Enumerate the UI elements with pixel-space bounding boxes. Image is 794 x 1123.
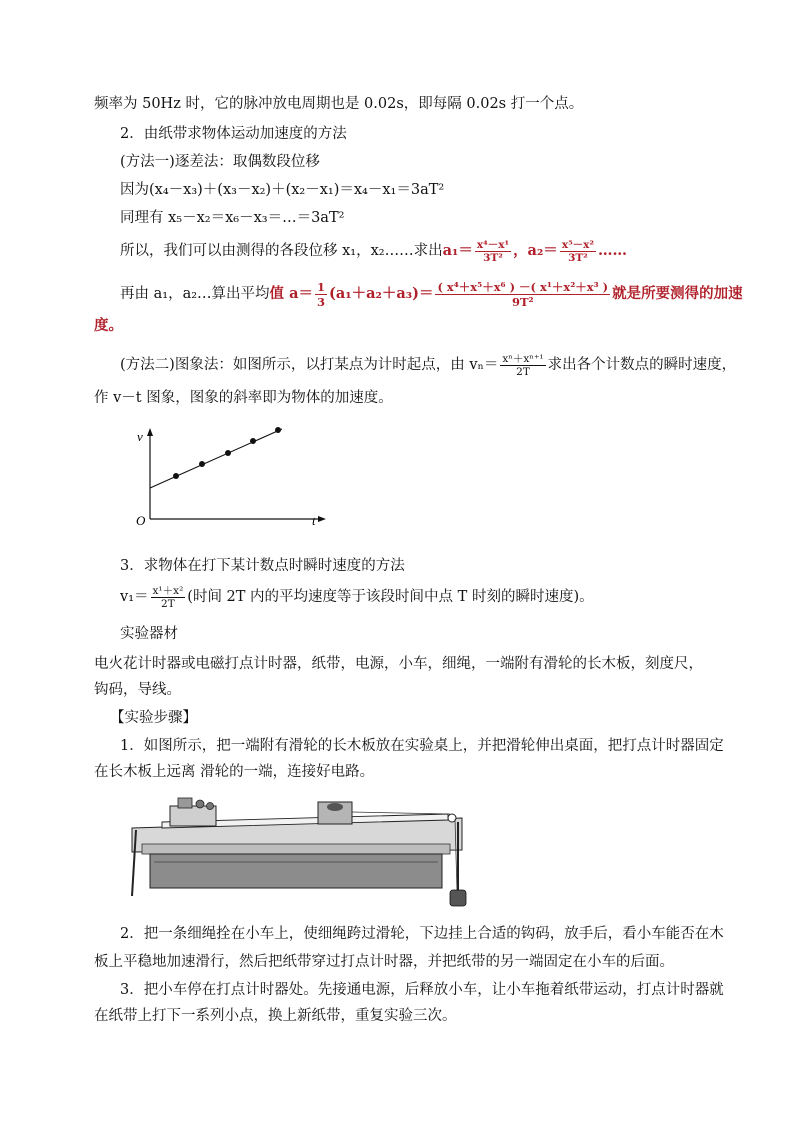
fraction (151, 585, 186, 610)
text-span: 求出各个计数点的瞬时速度， (547, 357, 737, 373)
apparatus-illustration (128, 792, 488, 912)
fraction-numerator: x⁴－x¹ (476, 238, 510, 251)
timer-terminal (196, 800, 204, 808)
text-line: 2．把一条细绳拴在小车上，使细绳跨过滑轮，下边挂上合适的钩码，放手后，看小车能否在木 (120, 926, 724, 942)
timer-part (178, 798, 192, 808)
text-line (120, 350, 736, 380)
origin-label: O (136, 513, 146, 528)
section-heading: 【实验步骤】 (110, 710, 197, 726)
fraction-numerator: ( x⁴＋x⁵＋x⁶ ) －( x¹＋x²＋x³ ) (437, 279, 609, 294)
data-point (225, 450, 231, 456)
section-heading: 3．求物体在打下某计数点时瞬时速度的方法 (120, 558, 405, 574)
text-line: 电火花计时器或电磁打点计时器，纸带，电源，小车，细绳，一端附有滑轮的长木板，刻度尺， (94, 656, 703, 672)
formula-span: ，a₂＝ (513, 242, 558, 259)
formula-span: 值 a＝ (269, 285, 313, 302)
text-line: (方法一)逐差法：取偶数段位移 (120, 154, 320, 170)
timer-terminal (207, 803, 214, 810)
text-span: (时间 2T 内的平均速度等于该段时间中点 T 时刻的瞬时速度)。 (187, 589, 594, 605)
formula-line: 因为(x₄－x₃)＋(x₃－x₂)＋(x₂－x₁)＝x₄－x₁＝3aT² (120, 182, 445, 198)
table-edge (142, 844, 450, 854)
section-heading: 实验器材 (120, 626, 178, 642)
text-line: 在长木板上远离 滑轮的一端，连接好电路。 (94, 764, 375, 780)
text-span: v₁＝ (120, 589, 149, 605)
formula-span: 就是所要测得的加速 (612, 285, 743, 302)
vt-line (150, 429, 282, 488)
fraction (560, 239, 596, 264)
cart-weight (327, 803, 343, 811)
table-front (150, 854, 442, 888)
formula-line: 同理有 x₅－x₂＝x₆－x₃＝…＝3aT² (120, 210, 345, 226)
x-axis-label: t (312, 513, 316, 528)
formula-line (120, 236, 627, 266)
fraction-denominator: 2T (516, 365, 530, 378)
data-point (199, 461, 205, 467)
text-line: 钩码，导线。 (94, 682, 181, 698)
t-axis-arrow (318, 516, 326, 522)
fraction-denominator: 2T (161, 597, 175, 610)
text-line: 3．把小车停在打点计时器处。先接通电源，后释放小车，让小车拖着纸带运动，打点计时器就 (120, 982, 724, 998)
section-heading: 2．由纸带求物体运动加速度的方法 (120, 126, 347, 142)
fraction-numerator: x⁵－x² (561, 238, 595, 251)
formula-line (120, 277, 743, 311)
text-line: 1．如图所示，把一端附有滑轮的长木板放在实验桌上，并把滑轮伸出桌面，把打点计时器固定 (120, 738, 724, 754)
string (352, 812, 450, 814)
text-line: 板上平稳地加速滑行，然后把纸带穿过打点计时器，并把纸带的另一端固定在小车的后面。 (94, 954, 674, 970)
fraction (315, 280, 327, 309)
fraction-denominator: 3T² (483, 251, 503, 264)
fraction-numerator: xⁿ＋xⁿ⁺¹ (502, 352, 544, 365)
fraction (475, 239, 511, 264)
fraction-denominator: 3T² (568, 251, 588, 264)
v-axis-arrow (147, 428, 153, 436)
text-line: 频率为 50Hz 时，它的脉冲放电周期也是 0.02s，即每隔 0.02s 打一个点。 (94, 96, 584, 112)
formula-span: …… (598, 242, 628, 259)
fraction (435, 280, 610, 309)
fraction (500, 353, 545, 378)
data-point (250, 438, 256, 444)
data-point (173, 473, 179, 479)
text-span: 所以，我们可以由测得的各段位移 x₁，x₂……求出 (120, 243, 443, 259)
text-line: 作 v－t 图象，图象的斜率即为物体的加速度。 (94, 390, 393, 406)
formula-span: a₁＝ (442, 242, 473, 259)
text-line: 在纸带上打下一系列小点，换上新纸带，重复实验三次。 (94, 1008, 457, 1024)
vt-graph (132, 424, 328, 528)
text-span: (方法二)图象法：如图所示，以打某点为计时起点，由 vₙ＝ (120, 357, 499, 373)
hanging-weight (450, 890, 466, 906)
fraction-denominator: 9T² (511, 294, 534, 309)
y-axis-label: v (137, 429, 143, 444)
formula-continuation: 度。 (94, 317, 123, 334)
formula-line (120, 582, 594, 612)
fraction-denominator: 3 (316, 294, 325, 309)
text-span: 再由 a₁，a₂…算出平均 (120, 286, 270, 302)
data-point (275, 427, 281, 433)
fraction-numerator: x¹＋x² (152, 584, 184, 597)
fraction-numerator: 1 (316, 279, 325, 294)
formula-span: (a₁＋a₂＋a₃)＝ (329, 285, 434, 302)
